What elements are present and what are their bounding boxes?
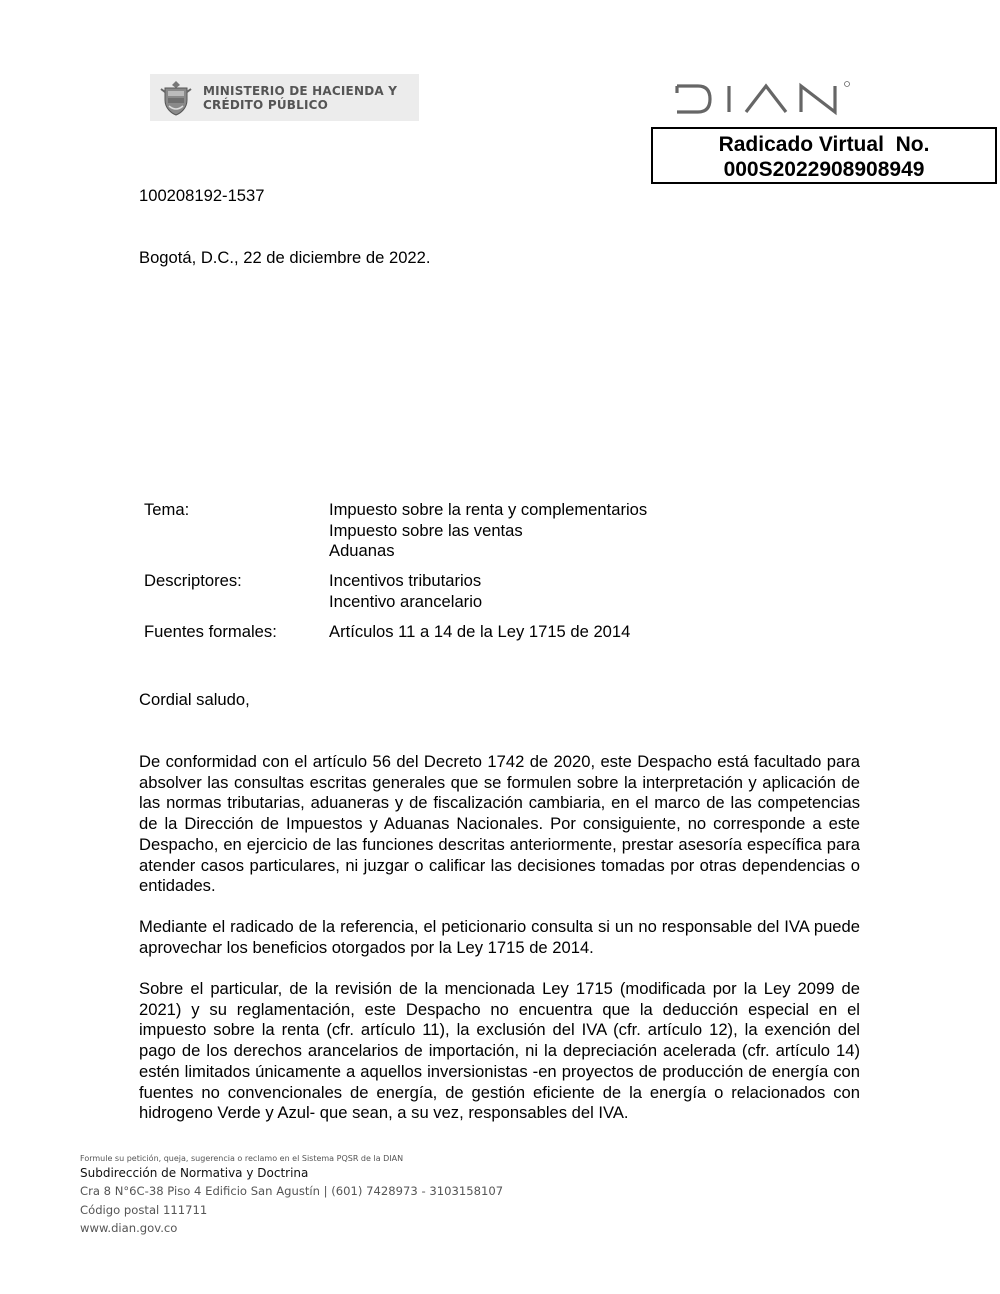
descriptores-values <box>329 571 482 612</box>
descriptor-value: Incentivo arancelario <box>329 591 483 611</box>
radicado-number: 000S2022908908949 <box>723 158 925 181</box>
body-paragraph: De conformidad con el artículo 56 del Decreto 1742 de 2020, este Despacho está facultado para absolver las consultas escritas generales que se formulen sobre la interpretación y aplicación de las normas tributarias, aduaneras y de fiscalización cambiaria, en el marco de las competencias de la Dirección de Impuestos y Aduanas Nacionales. Por consiguiente, no corresponde a este Despacho, en ejercicio de las funciones descritas anteriormente, prestar asesoría específica para atender casos particulares, ni juzgar o calificar las decisiones tomadas por otras dependencias o entidades. <box>139 752 860 896</box>
body-paragraph: Mediante el radicado de la referencia, el peticionario consulta si un no responsable del IVA puede aprovechar los beneficios otorgados por la Ley 1715 de 2014. <box>139 917 860 957</box>
fuentes-values <box>329 622 630 643</box>
tema-value: Impuesto sobre la renta y complementarios <box>329 500 648 519</box>
body-paragraph: Sobre el particular, de la revisión de la mencionada Ley 1715 (modificada por la Ley 2099 de 2021) y su reglamentación, este Despacho no encuentra que la deducción especial en el impuesto sobre la renta (cfr. artículo 11), la exclusión del IVA (cfr. artículo 12), la exención del pago de los derechos arancelarios de importación, ni la depreciación acelerada (cfr. artículo 14) estén limitados únicamente a aquellos inversionistas -en proyectos de producción de energía con fuentes no convencionales de energía, de gestión eficiente de la energía o relacionados con hidrogeno Verde y Azul- que sean, a su vez, responsables del IVA. <box>139 979 860 1123</box>
descriptor-value: Incentivos tributarios <box>329 571 482 591</box>
tema-row <box>144 500 844 562</box>
subject-table <box>144 500 844 651</box>
radicado-label: Radicado Virtual No. <box>718 133 930 156</box>
ministry-name: MINISTERIO DE HACIENDA Y CRÉDITO PÚBLICO <box>203 83 398 112</box>
tema-values <box>329 500 647 562</box>
ministry-logo <box>150 74 419 121</box>
footer-address: Cra 8 N°6C-38 Piso 4 Edificio San Agustín | (601) 7428973 - 3103158107 <box>80 1184 504 1198</box>
tema-value: Aduanas <box>329 541 395 561</box>
radicado-box <box>651 127 997 184</box>
tema-value: Impuesto sobre las ventas <box>329 520 523 540</box>
footer-postal: Código postal 111711 <box>80 1202 208 1217</box>
fuente-value: Artículos 11 a 14 de la Ley 1715 de 2014 <box>329 621 631 641</box>
greeting: Cordial saludo, <box>139 690 250 709</box>
place-date: Bogotá, D.C., 22 de diciembre de 2022. <box>139 248 431 267</box>
document-reference: 100208192-1537 <box>139 186 265 205</box>
pqsr-note: Formule su petición, queja, sugerencia o reclamo en el Sistema PQSR de la DIAN <box>80 1154 404 1163</box>
coat-of-arms-icon <box>159 79 193 117</box>
footer-website[interactable]: www.dian.gov.co <box>80 1221 178 1235</box>
fuentes-row <box>144 622 844 643</box>
footer <box>80 1153 503 1238</box>
fuentes-label: Fuentes formales: <box>144 621 277 641</box>
descriptores-label: Descriptores: <box>144 571 242 591</box>
footer-department: Subdirección de Normativa y Doctrina <box>80 1166 309 1180</box>
dian-logo <box>674 80 854 116</box>
descriptores-row <box>144 571 844 612</box>
tema-label: Tema: <box>144 500 190 519</box>
